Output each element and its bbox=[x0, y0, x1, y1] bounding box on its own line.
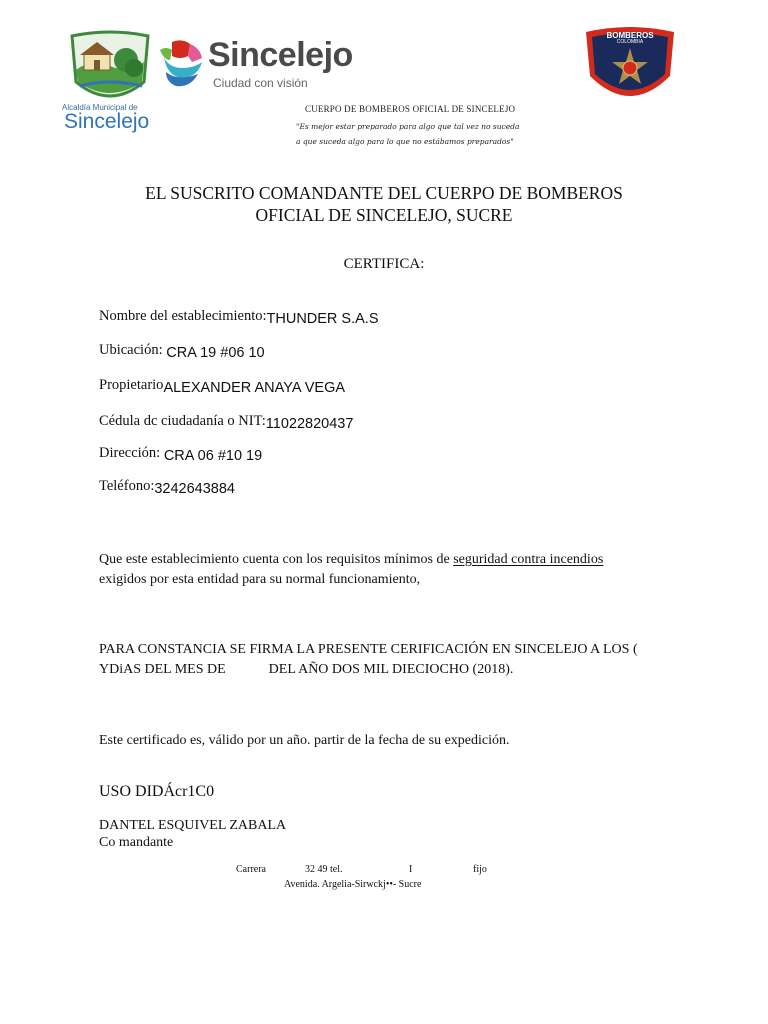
letterhead-motto-line1: "Es mejor estar preparado para algo que tal vez no suceda bbox=[296, 122, 520, 131]
field-value: CRA 19 #06 10 bbox=[166, 345, 265, 361]
alcaldia-logo bbox=[62, 30, 158, 136]
footer-fijo: fijo bbox=[473, 864, 487, 875]
field-value: CRA 06 #10 19 bbox=[163, 448, 263, 464]
letterhead-org: CUERPO DE BOMBEROS OFICIAL DE SINCELEJO bbox=[305, 104, 516, 114]
requirements-underlined: seguridad contra incendios bbox=[453, 552, 604, 567]
field-address bbox=[99, 445, 262, 462]
field-value: 3242643884 bbox=[154, 481, 236, 497]
field-owner bbox=[99, 377, 345, 394]
footer-separator: I bbox=[409, 864, 413, 875]
bomberos-logo bbox=[580, 26, 680, 110]
uso-didactico-label: USO DIDÁcr1C0 bbox=[99, 783, 215, 800]
constancia-line2b: DEL AÑO DOS MIL DIECIOCHO (2018). bbox=[268, 662, 514, 677]
title-line2: OFICIAL DE SINCELEJO, SUCRE bbox=[255, 205, 513, 225]
certifica-heading: CERTIFICA: bbox=[343, 256, 425, 272]
alcaldia-caption-small: Alcaldía Municipal de bbox=[62, 103, 138, 112]
requirements-text: Que este establecimiento cuenta con los requisitos mínimos de bbox=[99, 552, 454, 567]
field-id-nit bbox=[99, 413, 353, 430]
sincelejo-tagline: Ciudad con visión bbox=[213, 76, 308, 90]
field-label: Nombre del establecimiento: bbox=[99, 308, 267, 324]
footer-address: Avenida. Argelia-Sirwckj••- Sucre bbox=[284, 879, 422, 890]
signer-role: Co mandante bbox=[99, 835, 174, 850]
sincelejo-wordmark: Sincelejo bbox=[208, 36, 353, 74]
field-establishment bbox=[99, 308, 379, 325]
alcaldia-shield-icon bbox=[62, 30, 158, 106]
letterhead-motto-line2: a que suceda algo para lo que no estábamos preparados" bbox=[296, 137, 514, 146]
bomberos-sub-text: COLOMBIA bbox=[616, 39, 644, 45]
sincelejo-logo bbox=[158, 36, 353, 96]
field-label: Teléfono: bbox=[99, 478, 155, 494]
document-title bbox=[0, 182, 768, 226]
field-value: ALEXANDER ANAYA VEGA bbox=[163, 380, 346, 396]
validity-statement: Este certificado es, válido por un año. partir de la fecha de su expedición. bbox=[99, 733, 510, 748]
field-label: Propietario bbox=[99, 377, 164, 393]
constancia-paragraph bbox=[99, 640, 638, 680]
footer-number: 32 49 tel. bbox=[305, 864, 343, 875]
sincelejo-emblem-icon bbox=[158, 38, 206, 92]
field-location bbox=[99, 342, 265, 359]
requirements-paragraph bbox=[99, 550, 603, 590]
title-line1: EL SUSCRITO COMANDANTE DEL CUERPO DE BOMBEROS bbox=[145, 183, 623, 203]
footer-carrera: Carrera bbox=[236, 864, 266, 875]
requirements-line2: exigidos por esta entidad para su normal funcionamiento, bbox=[99, 572, 421, 587]
constancia-line1: PARA CONSTANCIA SE FIRMA LA PRESENTE CERIFICACIÓN EN SINCELEJO A LOS ( bbox=[99, 642, 638, 657]
alcaldia-caption-big: Sincelejo bbox=[64, 110, 150, 133]
constancia-line2a: YDiAS DEL MES DE bbox=[99, 662, 226, 677]
signer-name: DANTEL ESQUIVEL ZABALA bbox=[99, 818, 287, 833]
field-label: Dirección: bbox=[99, 445, 161, 461]
field-value: 11022820437 bbox=[265, 416, 354, 432]
field-label: Cédula dc ciudadanía o NIT: bbox=[99, 413, 266, 429]
bomberos-ring-text: BOMBEROS bbox=[606, 31, 654, 40]
field-value: THUNDER S.A.S bbox=[266, 311, 379, 327]
field-label: Ubicación: bbox=[99, 342, 163, 358]
field-phone bbox=[99, 478, 235, 495]
signer-block bbox=[99, 817, 286, 851]
